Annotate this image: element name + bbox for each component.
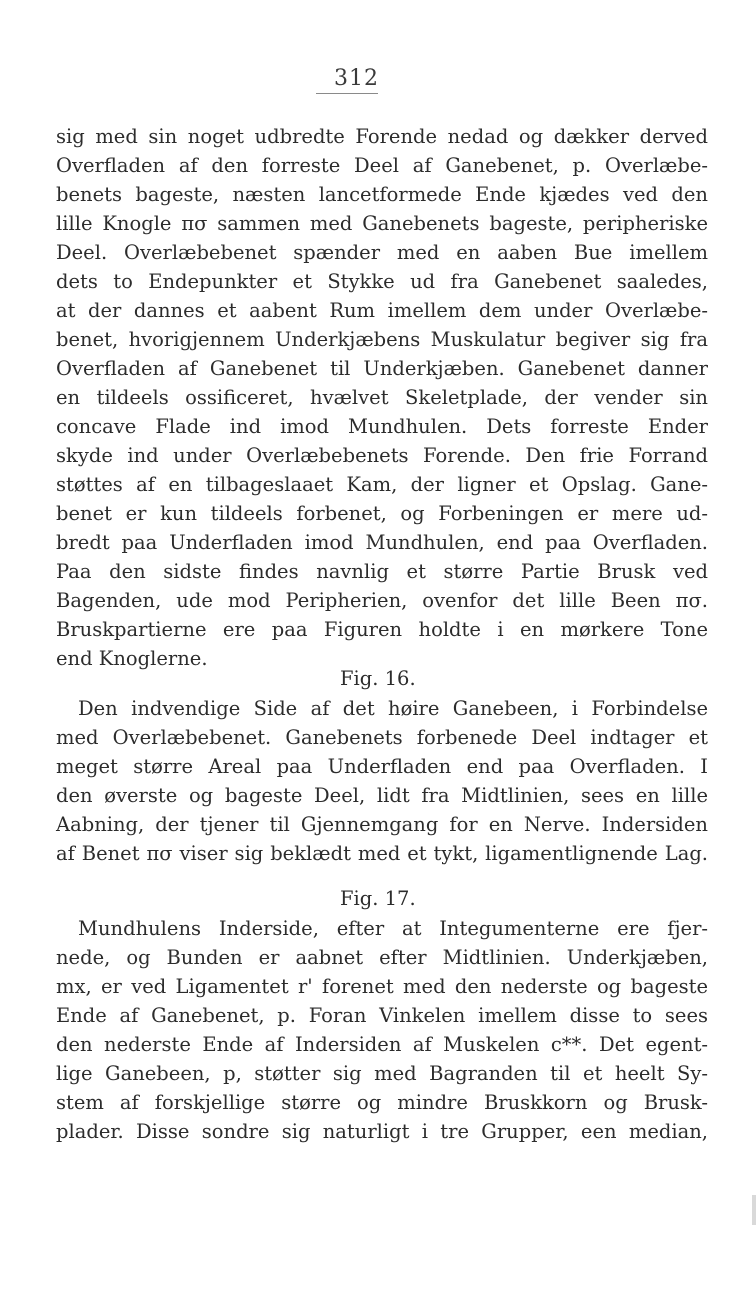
text-line: den nederste Ende af Indersiden af Muskelen c**. Det egent- — [56, 1033, 708, 1056]
scan-edge-mark — [752, 1195, 756, 1225]
text-line: Overfladen af den forreste Deel af Ganebenet, p. Overlæbe- — [56, 154, 708, 177]
text-line: benets bageste, næsten lancetformede Ende kjædes ved den — [56, 183, 708, 206]
text-line: benet er kun tildeels forbenet, og Forbeningen er mere ud- — [56, 502, 708, 525]
text-line: Overfladen af Ganebenet til Underkjæben. Ganebenet danner — [56, 357, 708, 380]
text-line: benet, hvorigjennem Underkjæbens Muskulatur begiver sig fra — [56, 328, 708, 351]
text-line: Ende af Ganebenet, p. Foran Vinkelen imellem disse to sees — [56, 1004, 708, 1027]
text-line: mx, er ved Ligamentet r' forenet med den nederste og bageste — [56, 975, 708, 998]
text-line: Paa den sidste findes navnlig et større Partie Brusk ved — [56, 560, 708, 583]
text-line: Den indvendige Side af det høire Ganebeen, i Forbindelse — [78, 697, 708, 720]
text-line: dets to Endepunkter et Stykke ud fra Ganebenet saaledes, — [56, 270, 708, 293]
text-line: Deel. Overlæbebenet spænder med en aaben Bue imellem — [56, 241, 708, 264]
text-line: en tildeels ossificeret, hvælvet Skeletplade, der vender sin — [56, 386, 708, 409]
text-line: Bruskpartierne ere paa Figuren holdte i en mørkere Tone — [56, 618, 708, 641]
figure-16-caption: Fig. 16. — [340, 667, 416, 690]
text-line: skyde ind under Overlæbebenets Forende. Den frie Forrand — [56, 444, 708, 467]
text-line: meget større Areal paa Underfladen end paa Overfladen. I — [56, 755, 708, 778]
figure-17-caption: Fig. 17. — [340, 887, 416, 910]
text-line: støttes af en tilbageslaaet Kam, der ligner et Opslag. Gane- — [56, 473, 708, 496]
text-line: Bagenden, ude mod Peripherien, ovenfor det lille Been πσ. — [56, 589, 708, 612]
body-paragraph-1 — [56, 122, 708, 673]
text-line: med Overlæbebenet. Ganebenets forbenede Deel indtager et — [56, 726, 708, 749]
text-line: stem af forskjellige større og mindre Bruskkorn og Brusk- — [56, 1091, 708, 1114]
page-number: 312 — [334, 66, 379, 91]
text-line: Aabning, der tjener til Gjennemgang for en Nerve. Indersiden — [56, 813, 708, 836]
text-line: Mundhulens Inderside, efter at Integumenterne ere fjer- — [78, 917, 708, 940]
figure-16-description — [56, 694, 708, 868]
text-line: lille Knogle πσ sammen med Ganebenets bageste, peripheriske — [56, 212, 708, 235]
page-number-underline — [316, 93, 378, 94]
text-line: sig med sin noget udbredte Forende nedad og dækker derved — [56, 125, 708, 148]
text-line: nede, og Bunden er aabnet efter Midtlinien. Underkjæben, — [56, 946, 708, 969]
figure-17-description — [56, 914, 708, 1146]
text-line: end Knoglerne. — [56, 647, 208, 670]
text-line: bredt paa Underfladen imod Mundhulen, end paa Overfladen. — [56, 531, 708, 554]
text-line: den øverste og bageste Deel, lidt fra Midtlinien, sees en lille — [56, 784, 708, 807]
text-line: lige Ganebeen, p, støtter sig med Bagranden til et heelt Sy- — [56, 1062, 708, 1085]
text-line: at der dannes et aabent Rum imellem dem under Overlæbe- — [56, 299, 708, 322]
text-line: plader. Disse sondre sig naturligt i tre Grupper, een median, — [56, 1120, 708, 1143]
text-line: concave Flade ind imod Mundhulen. Dets forreste Ender — [56, 415, 708, 438]
text-line: af Benet πσ viser sig beklædt med et tykt, ligamentlignende Lag. — [56, 842, 708, 865]
